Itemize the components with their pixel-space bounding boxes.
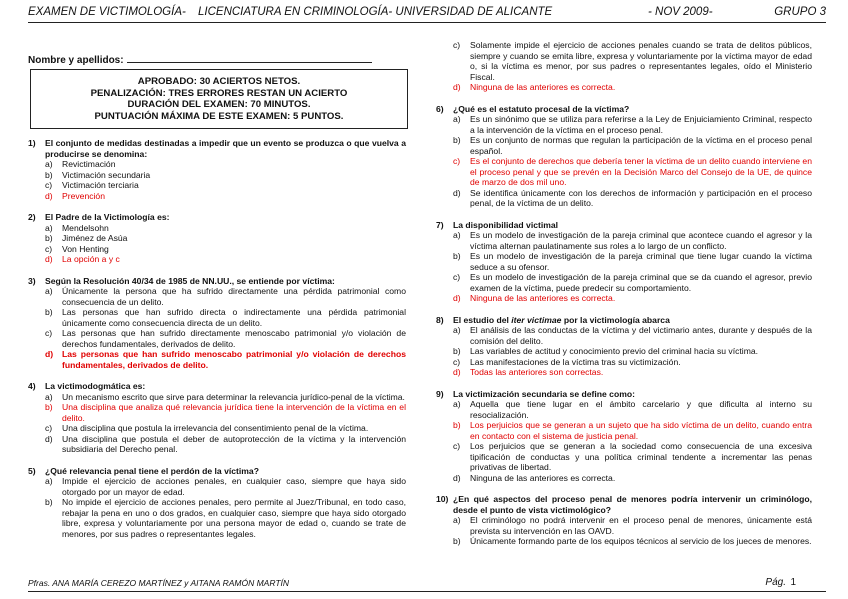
answer-option-correct: [28, 254, 406, 265]
option-letter: b): [45, 169, 53, 180]
question: [436, 104, 812, 209]
option-text: Todas las anteriores son correctas.: [470, 367, 604, 377]
question-text: La victimización secundaria se define como:: [453, 388, 635, 399]
question-text: ¿Qué relevancia penal tiene el perdón de la víctima?: [45, 465, 259, 476]
answer-option-correct: [436, 156, 812, 188]
option-letter: a): [453, 114, 461, 124]
option-letter: d): [45, 349, 54, 359]
question-text: [453, 315, 812, 326]
question-number: 7): [436, 219, 444, 230]
option-text: El análisis de las conductas de la víctima y del victimario antes, durante y después de la comisión del delito.: [470, 325, 812, 346]
page-header: [28, 6, 826, 23]
option-letter: d): [453, 293, 461, 303]
option-text: Prevención: [62, 190, 105, 201]
answer-option-correct: [28, 402, 406, 423]
option-text: Ninguna de las anteriores es correcta.: [470, 293, 616, 303]
option-text: La opción a y c: [62, 254, 120, 264]
answer-option: [436, 251, 812, 272]
option-text: Una disciplina que postula el deber de autoprotección de la víctima y la intervención subsidiaria del Derecho penal.: [62, 433, 406, 454]
answer-option: [28, 392, 406, 403]
option-text: Los perjuicios que se generan a un sujeto que ha sido víctima de un delito, cuando entra en contacto con el sistema de justicia penal.: [470, 420, 812, 441]
question-text: El conjunto de medidas destinadas a impedir que un evento se produzca o que vuelva a producirse se denomina:: [45, 138, 406, 159]
question-title: [436, 220, 812, 231]
rule-line: PUNTUACIÓN MÁXIMA DE ESTE EXAMEN: 5 PUNTOS.: [94, 110, 344, 122]
answer-option: [28, 233, 406, 244]
answer-option: [436, 357, 812, 368]
answer-option: [28, 244, 406, 255]
option-letter: c): [453, 356, 461, 367]
group-label: GRUPO 3: [774, 6, 826, 18]
option-letter: a): [45, 222, 53, 233]
answer-option: [436, 515, 812, 536]
question-text-part: El estudio del: [453, 314, 512, 325]
option-text: Es un modelo de investigación de la pareja criminal que tiene lugar cuando la víctima seduce a su ofensor.: [470, 251, 812, 272]
question-text: La victimodogmática es:: [45, 381, 146, 391]
option-letter: d): [45, 433, 53, 444]
answer-option: [436, 114, 812, 135]
option-letter: a): [453, 230, 461, 240]
option-text: Una disciplina que analiza qué relevancia jurídica tiene la intervención de la víctima en el delito.: [62, 402, 406, 423]
question-number: 8): [436, 314, 444, 325]
question-text: La disponibilidad victimal: [453, 219, 559, 230]
option-letter: b): [45, 307, 53, 317]
answer-option: [28, 223, 406, 234]
question-number: 4): [28, 381, 36, 391]
name-field: [28, 52, 372, 66]
question: [28, 276, 406, 371]
option-letter: d): [453, 367, 461, 377]
name-blank-line: [127, 52, 372, 63]
option-letter: a): [45, 159, 53, 169]
option-text: Se identifica únicamente con los derechos de información y participación en el proceso penal, de la víctima de un delito.: [470, 187, 812, 208]
answer-option: [28, 476, 406, 497]
exam-title: EXAMEN DE VICTIMOLOGÍA-: [28, 6, 186, 18]
answer-option: [436, 40, 812, 82]
option-text: El criminólogo no podrá intervenir en el proceso penal de menores, únicamente está prevista su intervención en las OAVD.: [470, 515, 812, 536]
question-number: 1): [28, 138, 36, 148]
question-title: [28, 212, 406, 223]
question-text: Según la Resolución 40/34 de 1985 de NN.UU., se entiende por víctima:: [45, 275, 335, 286]
option-text: Impide el ejercicio de acciones penales, en cualquier caso, siempre que haya sido otorgado por un mayor de edad.: [62, 476, 406, 497]
page-label: Pág.: [765, 577, 786, 588]
question-text: ¿En qué aspectos del proceso penal de menores podría intervenir un criminólogo, desde el punto de vista victimológico?: [453, 494, 812, 515]
question-number: 2): [28, 212, 36, 222]
question-title: [436, 315, 812, 326]
option-text: Solamente impide el ejercicio de acciones penales cuando se trata de delitos públicos, siempre y cuando se emita libre, expresa y voluntariamente por la víctima mayor de edad o, si la víctima es menor, por sus padres o representantes legales, oído el Ministerio Fiscal.: [470, 40, 812, 82]
option-letter: b): [453, 536, 461, 546]
question-number: 9): [436, 388, 444, 399]
name-label: Nombre y apellidos:: [28, 55, 124, 66]
option-text: No impide el ejercicio de acciones penales, pero permite al Juez/Tribunal, en todo caso, rebajar la pena en uno o dos grados, en cualquier caso, siempre que haya sido otorgado libre, expresa y voluntariamente por una persona mayor de edad o, cuando se trate de menores, por sus padres o representantes legales.: [62, 497, 406, 539]
option-text: Jiménez de Asúa: [62, 233, 128, 243]
option-text: Las variables de actitud y conocimiento previo del criminal hacia su víctima.: [470, 346, 759, 356]
option-letter: b): [453, 346, 461, 356]
exam-date: - NOV 2009-: [648, 6, 713, 18]
question: [28, 212, 406, 265]
answer-option-correct: [28, 191, 406, 202]
answer-option: [28, 286, 406, 307]
question-title: [28, 466, 406, 477]
answer-option: [436, 399, 812, 420]
question-title: [436, 389, 812, 400]
option-letter: c): [45, 180, 53, 190]
option-text: Es un modelo de investigación de la pareja criminal que se da cuando el agresor, previo examen de la víctima, puede predecir su comportamiento.: [470, 272, 812, 293]
option-letter: a): [453, 325, 461, 335]
option-letter: b): [453, 420, 461, 430]
option-text: Aquella que tiene lugar en el ámbito carcelario y que dificulta al interno su resocialización.: [470, 399, 812, 420]
question-number: 10): [436, 494, 449, 504]
answer-option: [436, 230, 812, 251]
option-letter: c): [453, 441, 461, 451]
question: [28, 466, 406, 540]
question-title: [436, 104, 812, 115]
question-text: El Padre de la Victimología es:: [45, 212, 170, 222]
right-column: [436, 40, 812, 558]
rule-line: PENALIZACIÓN: TRES ERRORES RESTAN UN ACIERTO: [90, 87, 348, 99]
question-number: 5): [28, 465, 36, 476]
answer-option: [436, 325, 812, 346]
question: [28, 381, 406, 455]
question-number: 6): [436, 103, 444, 114]
option-letter: a): [45, 286, 53, 296]
option-letter: b): [45, 233, 53, 243]
option-text: Únicamente formando parte de los equipos técnicos al servicio de los jueces de menores.: [470, 536, 812, 546]
answer-option: [436, 473, 812, 484]
question-title: [28, 381, 406, 392]
question-text-italic: iter victimae: [511, 314, 562, 325]
answer-option: [28, 180, 406, 191]
option-text: Ninguna de las anteriores es correcta.: [470, 472, 616, 483]
answer-option: [436, 536, 812, 547]
option-text: Ninguna de las anteriores es correcta.: [470, 82, 616, 92]
question-text-part: por la victimología abarca: [561, 314, 670, 325]
option-text: Únicamente la persona que ha sufrido directamente una pérdida patrimonial como consecuencia de un delito.: [62, 286, 406, 307]
authors: Pfras. ANA MARÍA CEREZO MARTÍNEZ y AITANA RAMÓN MARTÍN: [28, 578, 290, 588]
exam-rules-box: [30, 69, 408, 129]
answer-option: [436, 188, 812, 209]
question-title: [28, 276, 406, 287]
answer-option: [28, 159, 406, 170]
degree-title: LICENCIATURA EN CRIMINOLOGÍA- UNIVERSIDAD DE ALICANTE: [198, 6, 553, 18]
option-text: Un mecanismo escrito que sirve para determinar la relevancia jurídico-penal de la víctima.: [62, 391, 405, 402]
answer-option-correct: [436, 420, 812, 441]
question: [28, 138, 406, 201]
option-letter: c): [45, 328, 53, 338]
option-letter: d): [45, 254, 53, 264]
option-letter: d): [453, 82, 461, 92]
answer-option: [28, 307, 406, 328]
page-footer: [28, 577, 826, 592]
answer-option-correct: [436, 82, 812, 93]
answer-option-correct: [436, 367, 812, 378]
option-text: Von Henting: [62, 243, 109, 254]
question: [436, 315, 812, 378]
answer-option-correct: [436, 293, 812, 304]
answer-option: [436, 346, 812, 357]
left-column: [28, 138, 406, 550]
answer-option: [28, 328, 406, 349]
answer-option: [28, 170, 406, 181]
option-letter: a): [453, 399, 461, 409]
option-text: Mendelsohn: [62, 222, 109, 233]
option-letter: d): [453, 187, 461, 198]
option-text: Las manifestaciones de la víctima tras su victimización.: [470, 356, 681, 367]
answer-option: [436, 272, 812, 293]
answer-option-correct: [28, 349, 406, 370]
option-text: Es un conjunto de normas que regulan la participación de la víctima en el proceso penal español.: [470, 135, 812, 156]
option-text: Revictimación: [62, 159, 116, 169]
option-letter: c): [453, 40, 461, 50]
option-letter: c): [45, 243, 53, 254]
option-text: Las personas que han sufrido directamente menoscabo patrimonial y/o violación de derechos fundamentales, derivados de delito.: [62, 328, 406, 349]
option-letter: a): [45, 476, 53, 486]
option-letter: c): [45, 423, 53, 433]
option-text: Las personas que han sufrido directa o indirectamente una pérdida patrimonial únicamente como consecuencia directa de un delito.: [62, 307, 406, 328]
question: [436, 494, 812, 547]
rule-line: DURACIÓN DEL EXAMEN: 70 MINUTOS.: [127, 99, 311, 111]
option-letter: d): [45, 190, 53, 201]
answer-option: [28, 434, 406, 455]
option-letter: c): [453, 272, 461, 282]
question-title: [436, 494, 812, 515]
option-text: Las personas que han sufrido menoscabo patrimonial y/o violación de derechos fundamentales, derivados de delito.: [62, 349, 406, 370]
rule-line: APROBADO: 30 ACIERTOS NETOS.: [137, 76, 301, 87]
option-text: Es un modelo de investigación de la pareja criminal que acontece cuando el agresor y la víctima alternan paulatinamente sus roles a lo largo de un conflicto.: [470, 230, 812, 251]
option-text: Victimación secundaria: [62, 169, 151, 180]
option-text: Es el conjunto de derechos que debería tener la víctima de un delito cuando interviene en el proceso penal y que se prevén en la Decisión Marco del Consejo de la UE, de quince de marzo de dos mil uno.: [470, 156, 812, 187]
question-number: 3): [28, 275, 36, 286]
option-letter: a): [45, 391, 53, 402]
page-number: 1: [790, 577, 796, 588]
option-text: Los perjuicios que se generan a la sociedad como consecuencia de una excesiva tipificación de conductas y una política criminal tendente a incrementar las penas privativas de libertad.: [470, 441, 812, 472]
option-letter: c): [453, 156, 461, 166]
option-text: Victimación terciaria: [62, 180, 139, 190]
option-letter: d): [453, 472, 461, 483]
option-letter: b): [45, 402, 53, 412]
option-letter: b): [453, 135, 461, 145]
answer-option: [28, 497, 406, 539]
option-letter: b): [453, 251, 461, 261]
option-text: Es un sinónimo que se utiliza para referirse a la Ley de Enjuiciamiento Criminal, respecto a la intervención de la víctima en el proceso penal.: [470, 114, 812, 135]
option-letter: b): [45, 497, 53, 507]
question: [436, 220, 812, 304]
question-title: [28, 138, 406, 159]
option-text: Una disciplina que postula la irrelevancia del consentimiento penal de la víctima.: [62, 423, 369, 433]
question: [436, 40, 812, 93]
answer-option: [28, 423, 406, 434]
option-letter: a): [453, 515, 461, 525]
question: [436, 389, 812, 484]
answer-option: [436, 135, 812, 156]
answer-option: [436, 441, 812, 473]
question-text: ¿Qué es el estatuto procesal de la víctima?: [453, 103, 630, 114]
